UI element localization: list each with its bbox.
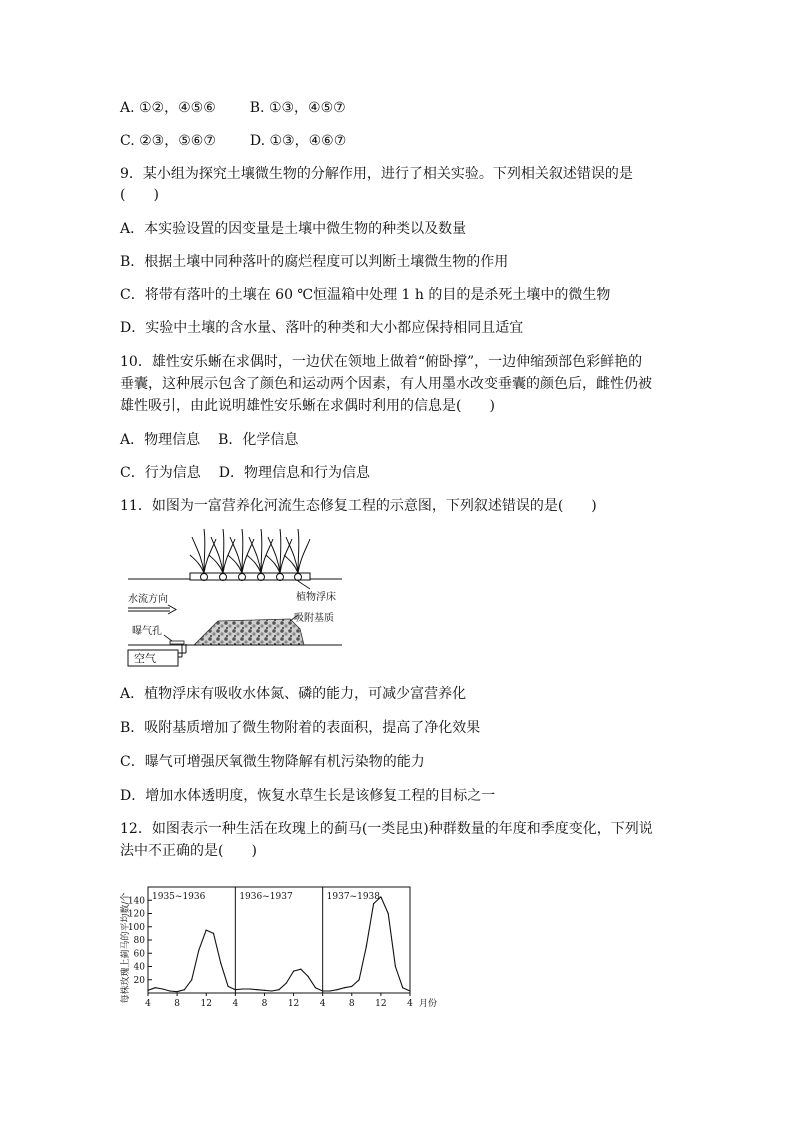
q10-option-d: D．物理信息和行为信息 bbox=[218, 465, 370, 481]
aeration-pipe bbox=[164, 635, 184, 644]
q10-stem-line3: 雄性吸引，由此说明雄性安乐蜥在求偶时利用的信息是( ) bbox=[120, 398, 495, 414]
data-point bbox=[206, 929, 207, 930]
label-aeration-hole: 曝气孔 bbox=[132, 626, 162, 637]
q9-option-c: C．将带有落叶的土壤在 60 ℃恒温箱中处理 1 h 的目的是杀死土壤中的微生物 bbox=[120, 287, 611, 303]
x-tick-label: 12 bbox=[287, 999, 300, 1009]
x-tick-label: 12 bbox=[375, 999, 387, 1009]
data-point bbox=[242, 988, 243, 989]
q8-option-d: D. ①③，④⑥⑦ bbox=[249, 133, 347, 149]
data-point bbox=[169, 990, 170, 991]
series-line bbox=[148, 897, 410, 992]
data-point bbox=[191, 979, 192, 980]
q10-stem-line1: 10．雄性安乐蜥在求偶时，一边伏在领地上做着“俯卧撑”，一边伸缩颈部色彩鲜艳的 bbox=[120, 354, 643, 370]
x-tick-label: 8 bbox=[261, 999, 268, 1009]
data-point bbox=[322, 990, 323, 991]
q9-option-a: A．本实验设置的因变量是土壤中微生物的种类以及数量 bbox=[120, 221, 467, 237]
data-point bbox=[155, 987, 156, 988]
data-point bbox=[351, 986, 352, 987]
data-point bbox=[177, 991, 178, 992]
y-tick-label: 60 bbox=[133, 949, 145, 960]
data-point bbox=[220, 963, 221, 964]
x-tick-label: 8 bbox=[348, 999, 355, 1009]
data-point bbox=[227, 986, 228, 987]
panel-label: 1936~1937 bbox=[239, 892, 293, 902]
label-plant-float-bed: 植物浮床 bbox=[296, 592, 336, 603]
q8-options-row2 bbox=[120, 131, 346, 151]
float-bed-pointer bbox=[298, 581, 310, 589]
data-point bbox=[315, 987, 316, 988]
y-tick-label: 100 bbox=[127, 922, 145, 933]
x-tick-label: 12 bbox=[200, 999, 212, 1009]
q10-options-row1 bbox=[120, 430, 298, 450]
data-point bbox=[162, 988, 163, 989]
data-point bbox=[308, 976, 309, 977]
data-point bbox=[278, 989, 279, 990]
data-point bbox=[198, 949, 199, 950]
y-tick-label: 120 bbox=[127, 909, 145, 920]
data-point bbox=[300, 969, 301, 970]
data-point bbox=[249, 988, 250, 989]
y-tick-label: 140 bbox=[127, 896, 145, 907]
q12-stem-line1: 12．如图表示一种生活在玫瑰上的蓟马(一类昆虫)种群数量的年度和季度变化，下列说 bbox=[120, 821, 653, 837]
water-flow-arrow bbox=[128, 605, 176, 614]
q10-stem-line2: 垂囊，这种展示包含了颜色和运动两个因素，有人用墨水改变垂囊的颜色后，雌性仍被 bbox=[120, 376, 652, 392]
data-point bbox=[395, 966, 396, 967]
q12-stem-line2: 法中不正确的是( ) bbox=[120, 843, 257, 859]
y-tick-label: 20 bbox=[133, 975, 145, 986]
label-adsorption-substrate: 吸附基质 bbox=[294, 613, 334, 624]
data-point bbox=[409, 990, 410, 991]
q10-option-c: C．行为信息 bbox=[120, 465, 201, 481]
q8-option-a: A. ①②，④⑤⑥ bbox=[120, 100, 216, 116]
data-point bbox=[337, 989, 338, 990]
data-point bbox=[264, 990, 265, 991]
label-water-flow: 水流方向 bbox=[128, 594, 168, 605]
q11-stem: 11．如图为一富营养化河流生态修复工程的示意图，下列叙述错误的是( ) bbox=[120, 498, 597, 514]
label-air: 空气 bbox=[134, 652, 156, 665]
q10-options-row2 bbox=[120, 463, 370, 483]
q8-options-row1 bbox=[120, 98, 346, 118]
q9-stem-line1: 9．某小组为探究土壤微生物的分解作用，进行了相关实验。下列相关叙述错误的是 bbox=[120, 166, 633, 182]
data-point bbox=[184, 989, 185, 990]
data-point bbox=[257, 989, 258, 990]
data-point bbox=[402, 987, 403, 988]
q10-option-a: A．物理信息 bbox=[120, 432, 201, 448]
q9-stem-line2: ( ) bbox=[120, 187, 159, 203]
data-point bbox=[235, 989, 236, 990]
y-tick-label: 80 bbox=[133, 936, 145, 946]
q11-option-a: A．植物浮床有吸收水体氮、磷的能力，可减少富营养化 bbox=[120, 686, 467, 702]
chart-frame bbox=[148, 887, 410, 993]
data-point bbox=[344, 987, 345, 988]
y-tick-label: 40 bbox=[133, 962, 145, 973]
data-point bbox=[271, 990, 272, 991]
x-tick-label: 8 bbox=[174, 999, 180, 1009]
panel-label: 1935~1936 bbox=[152, 892, 206, 902]
q8-option-b: B. ①③，④⑤⑦ bbox=[249, 100, 346, 116]
adsorption-substrate bbox=[194, 619, 304, 645]
data-point bbox=[380, 896, 381, 897]
panel-label: 1937~1938 bbox=[326, 892, 381, 902]
ecological-restoration-diagram bbox=[120, 525, 360, 670]
q10-option-b: B．化学信息 bbox=[218, 432, 299, 448]
q11-option-d: D．增加水体透明度，恢复水草生长是该修复工程的目标之一 bbox=[120, 788, 496, 804]
data-point bbox=[147, 990, 148, 991]
x-axis-unit: 月份 bbox=[419, 999, 438, 1009]
q11-option-b: B．吸附基质增加了微生物附着的表面积，提高了净化效果 bbox=[120, 720, 481, 736]
x-tick-label: 4 bbox=[145, 999, 151, 1009]
data-point bbox=[293, 971, 294, 972]
y-axis-label: 每株玫瑰上蓟马的平均数/个 bbox=[121, 892, 131, 1004]
data-point bbox=[388, 913, 389, 914]
x-tick-label: 4 bbox=[407, 999, 413, 1009]
data-point bbox=[286, 982, 287, 983]
x-tick-label: 4 bbox=[319, 999, 326, 1009]
plant-floating-bed bbox=[190, 529, 310, 581]
q11-option-c: C．曝气可增强厌氧微生物降解有机污染物的能力 bbox=[120, 754, 425, 770]
q8-option-c: C. ②③，⑤⑥⑦ bbox=[120, 133, 216, 149]
data-point bbox=[329, 990, 330, 991]
thrips-population-chart bbox=[110, 875, 440, 1015]
q9-option-d: D．实验中土壤的含水量、落叶的种类和大小都应保持相同且适宜 bbox=[120, 320, 524, 336]
data-point bbox=[373, 903, 374, 904]
q9-option-b: B．根据土壤中同种落叶的腐烂程度可以判断土壤微生物的作用 bbox=[120, 254, 509, 270]
x-tick-label: 4 bbox=[232, 999, 239, 1009]
data-point bbox=[213, 933, 214, 934]
data-point bbox=[358, 979, 359, 980]
data-point bbox=[366, 946, 367, 947]
